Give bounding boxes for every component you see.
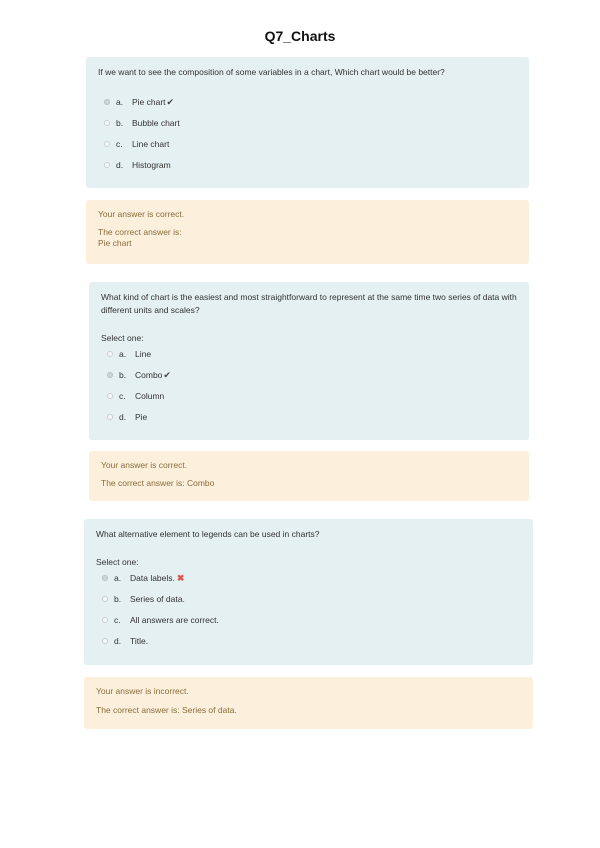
q3-option-b[interactable] — [102, 593, 185, 605]
q3-option-label: Title. — [130, 636, 149, 646]
q2-option-label: Pie — [135, 412, 148, 422]
q3-option-label: Data labels. — [130, 573, 175, 583]
q1-radio-a[interactable] — [104, 99, 110, 105]
q1-option-letter: b. — [116, 118, 124, 128]
question-1-feedback — [86, 200, 529, 264]
question-2-box — [89, 282, 529, 440]
feedback-result: Your answer is correct. — [98, 209, 185, 219]
q2-option-label: Line — [135, 349, 152, 359]
q1-option-d[interactable] — [104, 159, 171, 171]
q3-option-d[interactable] — [102, 635, 148, 647]
q2-option-letter: c. — [119, 391, 126, 401]
q3-radio-b[interactable] — [102, 596, 108, 602]
q2-radio-a[interactable] — [107, 351, 113, 357]
q1-option-c[interactable] — [104, 138, 169, 150]
q2-option-b[interactable] — [107, 369, 171, 381]
question-1-box — [86, 57, 529, 188]
q1-option-b[interactable] — [104, 117, 180, 129]
select-one-label: Select one: — [101, 333, 144, 343]
q2-radio-c[interactable] — [107, 393, 113, 399]
page-title: Q7_Charts — [264, 28, 336, 44]
q2-option-a[interactable] — [107, 348, 151, 360]
q2-option-letter: b. — [119, 370, 127, 380]
q3-option-letter: d. — [114, 636, 122, 646]
q1-option-label: Pie chart — [132, 97, 166, 107]
feedback-correct-answer: The correct answer is: Series of data. — [96, 705, 237, 715]
q1-option-label: Bubble chart — [132, 118, 180, 128]
incorrect-cross-icon: ✖ — [176, 572, 185, 583]
q1-option-letter: d. — [116, 160, 124, 170]
q3-option-label: All answers are correct. — [130, 615, 219, 625]
question-2-text: What kind of chart is the easiest and most straightforward to represent at the same time two series of data with different units and scales? — [101, 292, 517, 315]
q3-option-a[interactable] — [102, 572, 184, 584]
q3-option-letter: c. — [114, 615, 121, 625]
correct-check-icon: ✔ — [163, 369, 171, 380]
q3-radio-d[interactable] — [102, 638, 108, 644]
correct-check-icon: ✔ — [166, 96, 175, 107]
question-2-feedback — [89, 451, 529, 501]
q1-radio-b[interactable] — [104, 120, 110, 126]
q2-radio-d[interactable] — [107, 414, 113, 420]
q3-option-letter: b. — [114, 594, 122, 604]
q3-radio-c[interactable] — [102, 617, 108, 623]
q3-radio-a[interactable] — [102, 575, 108, 581]
question-3-box — [84, 519, 533, 665]
feedback-correct-answer: The correct answer is: Combo — [101, 478, 215, 488]
feedback-result: Your answer is incorrect. — [96, 686, 189, 696]
q2-option-label: Combo — [135, 370, 163, 380]
q3-option-c[interactable] — [102, 614, 219, 626]
q2-option-c[interactable] — [107, 390, 164, 402]
question-3-feedback — [84, 677, 533, 729]
q1-option-a[interactable] — [104, 96, 174, 108]
q1-radio-c[interactable] — [104, 141, 110, 147]
select-one-label: Select one: — [96, 557, 139, 567]
q3-option-letter: a. — [114, 573, 122, 583]
q2-radio-b[interactable] — [107, 372, 113, 378]
feedback-result: Your answer is correct. — [101, 460, 188, 470]
q1-option-label: Histogram — [132, 160, 171, 170]
q3-option-label: Series of data. — [130, 594, 185, 604]
q2-option-letter: d. — [119, 412, 127, 422]
q2-option-letter: a. — [119, 349, 127, 359]
q1-option-letter: c. — [116, 139, 123, 149]
q2-option-label: Column — [135, 391, 165, 401]
q1-radio-d[interactable] — [104, 162, 110, 168]
q2-option-d[interactable] — [107, 411, 147, 423]
q1-option-label: Line chart — [132, 139, 170, 149]
feedback-correct-label: The correct answer is: — [98, 227, 182, 237]
q1-option-letter: a. — [116, 97, 124, 107]
question-1-text: If we want to see the composition of some variables in a chart, Which chart would be better? — [98, 67, 445, 77]
feedback-correct-value: Pie chart — [98, 238, 132, 248]
question-3-text: What alternative element to legends can be used in charts? — [96, 529, 320, 539]
